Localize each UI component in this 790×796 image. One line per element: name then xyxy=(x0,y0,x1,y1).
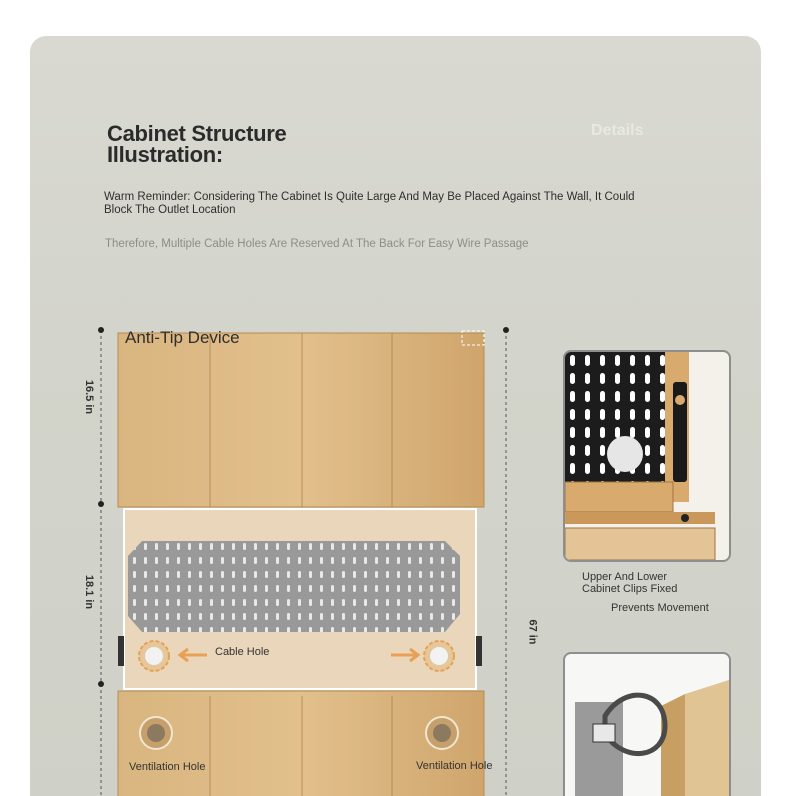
ventilation-hole-label-left: Ventilation Hole xyxy=(129,761,206,773)
clip-detail-inset xyxy=(563,350,731,562)
clip-detail-illustration xyxy=(565,352,729,560)
cable-hole-label: Cable Hole xyxy=(215,646,270,658)
anti-tip-strap-inset xyxy=(563,652,731,796)
anti-tip-label: Anti-Tip Device xyxy=(125,328,240,347)
cabinet-structure-panel xyxy=(30,36,761,796)
clip-caption-line-2: Cabinet Clips Fixed xyxy=(582,583,678,595)
middle-section xyxy=(118,509,482,689)
strap-detail-illustration xyxy=(565,654,729,796)
clip-caption-line-1: Upper And Lower xyxy=(582,571,667,583)
title-line-1: Cabinet Structure xyxy=(107,121,287,146)
dimension-total: 67 in xyxy=(526,619,539,645)
clip-caption xyxy=(582,571,677,595)
title-line-2: Illustration: xyxy=(107,142,223,167)
lower-cabinet xyxy=(118,691,484,796)
warm-reminder-text: Warm Reminder: Considering The Cabinet Is Quite Large And May Be Placed Against The Wall, It Could Block The Outlet Location xyxy=(104,191,635,216)
prevents-movement-caption: Prevents Movement xyxy=(611,602,709,614)
details-label: Details xyxy=(591,122,644,139)
cable-hole-note: Therefore, Multiple Cable Holes Are Reserved At The Back For Easy Wire Passage xyxy=(105,238,529,250)
ventilation-hole-label-right: Ventilation Hole xyxy=(416,760,493,772)
upper-cabinet xyxy=(118,331,484,507)
dimension-upper: 16.5 in xyxy=(83,379,96,415)
dimension-middle: 18.1 in xyxy=(83,574,96,610)
